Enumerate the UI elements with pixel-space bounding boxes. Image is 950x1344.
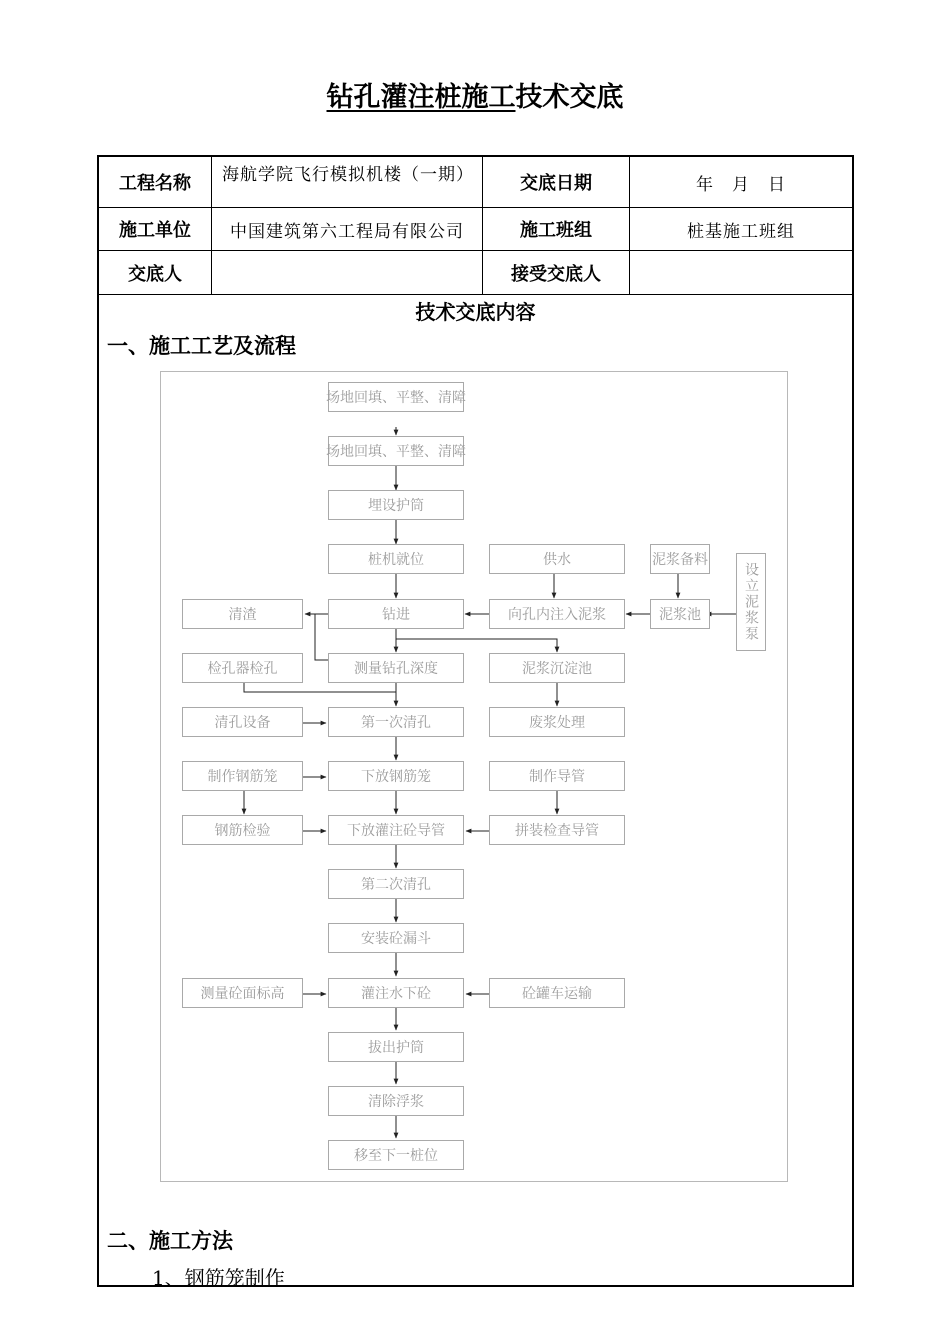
flow-step-lower-cage: 下放钢筋笼 (328, 761, 464, 791)
flow-step-install-hopper: 安装砼漏斗 (328, 923, 464, 953)
unit-label: 施工单位 (119, 220, 191, 241)
document-title (0, 75, 950, 114)
section-1-heading: 一、施工工艺及流程 (107, 334, 296, 358)
table-rule (99, 294, 852, 295)
flow-step-site-prep: 场地回填、平整、清障 (328, 382, 464, 412)
team-value: 桩基施工班组 (687, 221, 795, 242)
flow-side-cleaning-equipment: 清孔设备 (182, 707, 303, 737)
flow-side-clean-slag: 清渣 (182, 599, 303, 629)
discloser-label: 交底人 (128, 263, 182, 285)
flow-side-assemble-conduit: 拼装检查导管 (489, 815, 625, 845)
subsection-1-heading: 1、钢筋笼制作 (152, 1266, 285, 1290)
section-2-heading: 二、施工方法 (107, 1229, 233, 1253)
flow-step-second-clean: 第二次清孔 (328, 869, 464, 899)
date-label: 交底日期 (520, 173, 592, 194)
unit-value: 中国建筑第六工程局有限公司 (230, 221, 464, 242)
connector (244, 682, 396, 692)
flow-side-mud-material: 泥浆备料 (650, 544, 710, 574)
flow-step-lower-conduit: 下放灌注砼导管 (328, 815, 464, 845)
process-flowchart (160, 371, 788, 1182)
project-name-value: 海航学院飞行模拟机楼（一期） (222, 165, 474, 185)
flow-side-waste-slurry: 废浆处理 (489, 707, 625, 737)
flow-step-casing: 埋设护筒 (328, 490, 464, 520)
flow-step-site-prep-2: 场地回填、平整、清障 (328, 436, 464, 466)
team-label: 施工班组 (520, 220, 592, 241)
project-name-label: 工程名称 (119, 173, 191, 194)
flow-side-water-supply: 供水 (489, 544, 625, 574)
flow-step-next-pile: 移至下一桩位 (328, 1140, 464, 1170)
flow-step-first-clean: 第一次清孔 (328, 707, 464, 737)
flow-step-measure-depth: 测量钻孔深度 (328, 653, 464, 683)
flow-step-pour-concrete: 灌注水下砼 (328, 978, 464, 1008)
title-underlined-part: 钻孔灌注桩施工 (326, 82, 516, 113)
flow-step-rig-position: 桩机就位 (328, 544, 464, 574)
flow-side-concrete-truck: 砼罐车运输 (489, 978, 625, 1008)
date-value: 年 月 日 (696, 174, 786, 195)
flow-side-hole-checker: 检孔器检孔 (182, 653, 303, 683)
receiver-label: 接受交底人 (511, 263, 601, 285)
flow-step-drilling: 钻进 (328, 599, 464, 629)
flow-side-measure-level: 测量砼面标高 (182, 978, 303, 1008)
flow-step-pull-casing: 拔出护筒 (328, 1032, 464, 1062)
flow-side-make-cage: 制作钢筋笼 (182, 761, 303, 791)
flow-side-inject-mud: 向孔内注入泥浆 (489, 599, 625, 629)
flow-side-make-conduit: 制作导管 (489, 761, 625, 791)
content-heading: 技术交底内容 (415, 300, 536, 324)
flow-side-mud-pump: 设立泥浆泵 (736, 553, 766, 651)
flow-side-mud-pool: 泥浆池 (650, 599, 710, 629)
discloser-value (212, 251, 482, 294)
connector (396, 628, 557, 652)
title-rest-part: 技术交底 (515, 82, 624, 113)
receiver-value (630, 251, 852, 294)
flow-side-settling-tank: 泥浆沉淀池 (489, 653, 625, 683)
flow-side-cage-inspection: 钢筋检验 (182, 815, 303, 845)
flow-step-clear-slurry: 清除浮浆 (328, 1086, 464, 1116)
